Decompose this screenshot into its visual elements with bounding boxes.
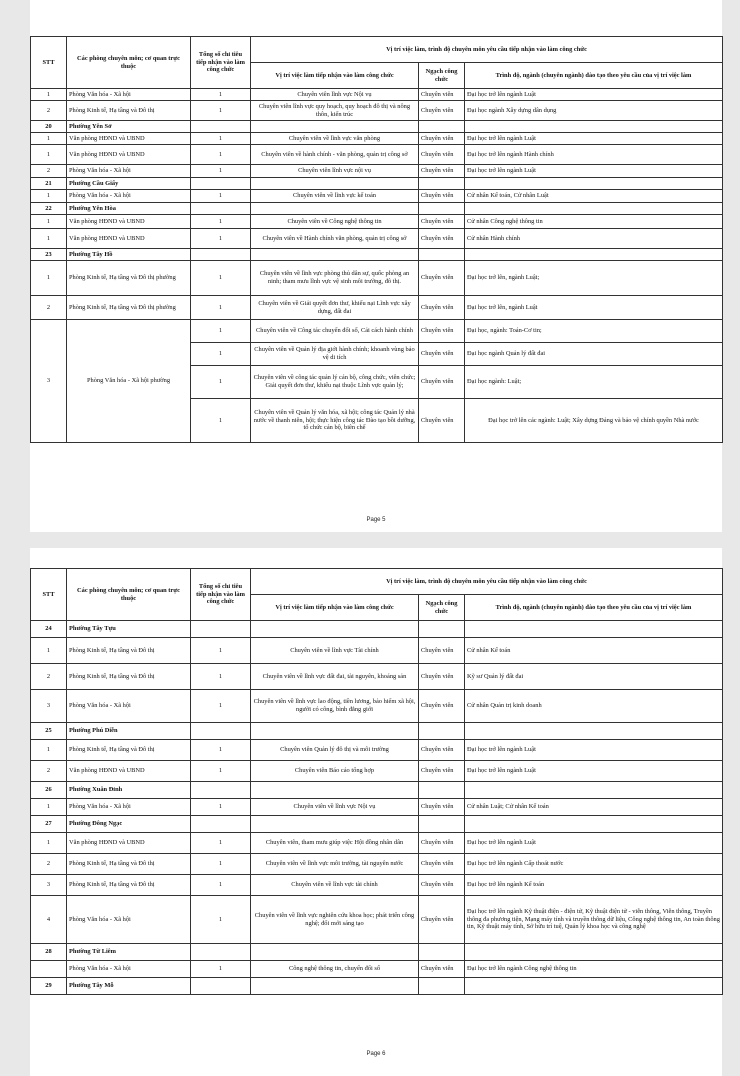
section-number: 26 — [31, 782, 67, 799]
table-row — [31, 165, 723, 178]
row-unit: Phòng Kinh tế, Hạ tầng và Đô thị — [67, 875, 191, 896]
row-stt: 1 — [31, 833, 67, 854]
row-quota: 1 — [191, 638, 251, 664]
row-position: Chuyên viên về Giải quyết đơn thư, khiếu nại Lĩnh vực xây dựng, đất đai — [251, 296, 419, 320]
row-degree: Cử nhân Hành chính — [465, 229, 723, 249]
row-degree: Kỹ sư Quản lý đất đai — [465, 664, 723, 690]
empty-cell — [465, 944, 723, 961]
row-stt: 1 — [31, 89, 67, 101]
row-quota: 1 — [191, 133, 251, 145]
empty-cell — [419, 203, 465, 215]
row-quota: 1 — [191, 664, 251, 690]
row-rank: Chuyên viên — [419, 215, 465, 229]
row-degree: Đại học, ngành: Toán-Cơ tin; — [465, 320, 723, 343]
row-quota: 1 — [191, 89, 251, 101]
header-group: Vị trí việc làm, trình độ chuyên môn yêu cầu tiếp nhận vào làm công chức — [251, 569, 723, 595]
section-row — [31, 782, 723, 799]
row-degree: Đại học ngành Xây dựng dân dụng — [465, 101, 723, 121]
row-quota: 1 — [191, 854, 251, 875]
row-position: Chuyên viên Quản lý đô thị và môi trường — [251, 740, 419, 761]
row-degree: Đại học trở lên ngành Cấp thoát nước — [465, 854, 723, 875]
header-position: Vị trí việc làm tiếp nhận vào làm công chức — [251, 63, 419, 89]
table-row — [31, 215, 723, 229]
row-rank: Chuyên viên — [419, 343, 465, 366]
row-degree: Cử nhân Kế toán — [465, 638, 723, 664]
row-position: Chuyên viên Báo cáo tổng hợp — [251, 761, 419, 782]
row-degree: Đại học trở lên ngành Kế toán — [465, 875, 723, 896]
row-stt: 1 — [31, 261, 67, 296]
section-row — [31, 621, 723, 638]
row-rank: Chuyên viên — [419, 896, 465, 944]
row-rank: Chuyên viên — [419, 690, 465, 723]
empty-cell — [251, 723, 419, 740]
row-rank: Chuyên viên — [419, 165, 465, 178]
row-stt: 2 — [31, 761, 67, 782]
empty-cell — [465, 782, 723, 799]
row-stt: 4 — [31, 896, 67, 944]
row-position: Chuyên viên về Công tác chuyển đổi số, Cải cách hành chính — [251, 320, 419, 343]
section-number: 24 — [31, 621, 67, 638]
empty-cell — [191, 723, 251, 740]
section-number: 28 — [31, 944, 67, 961]
table-row — [31, 740, 723, 761]
row-stt: 2 — [31, 165, 67, 178]
empty-cell — [191, 944, 251, 961]
section-ward-name: Phường Tây Hồ — [67, 249, 191, 261]
empty-cell — [419, 621, 465, 638]
empty-cell — [465, 121, 723, 133]
table-row — [31, 854, 723, 875]
row-position: Chuyên viên về Công nghệ thông tin — [251, 215, 419, 229]
section-ward-name: Phường Tây Tựu — [67, 621, 191, 638]
row-quota: 1 — [191, 740, 251, 761]
row-quota: 1 — [191, 190, 251, 203]
empty-cell — [191, 816, 251, 833]
empty-cell — [465, 621, 723, 638]
empty-cell — [419, 944, 465, 961]
section-number: 23 — [31, 249, 67, 261]
document-page-6 — [30, 548, 722, 1076]
document-page-5 — [30, 0, 722, 532]
row-unit: Văn phòng HĐND và UBND — [67, 215, 191, 229]
row-rank: Chuyên viên — [419, 638, 465, 664]
row-rank: Chuyên viên — [419, 101, 465, 121]
section-ward-name: Phường Phú Diễn — [67, 723, 191, 740]
row-unit: Phòng Văn hóa - Xã hội — [67, 190, 191, 203]
row-degree: Đại học ngành Quản lý đất đai — [465, 343, 723, 366]
section-ward-name: Phường Đông Ngạc — [67, 816, 191, 833]
row-rank: Chuyên viên — [419, 961, 465, 978]
row-stt: 2 — [31, 664, 67, 690]
row-quota: 1 — [191, 229, 251, 249]
empty-cell — [465, 816, 723, 833]
header-quota: Tổng số chỉ tiêu tiếp nhận vào làm công chức — [191, 569, 251, 621]
header-rank: Ngạch công chức — [419, 595, 465, 621]
row-position: Chuyên viên về lĩnh vực môi trường, tài nguyên nước — [251, 854, 419, 875]
empty-cell — [251, 249, 419, 261]
empty-cell — [251, 816, 419, 833]
row-rank: Chuyên viên — [419, 89, 465, 101]
empty-cell — [251, 121, 419, 133]
table-row — [31, 296, 723, 320]
empty-cell — [191, 121, 251, 133]
section-number: 27 — [31, 816, 67, 833]
row-degree: Đại học trở lên ngành Luật — [465, 833, 723, 854]
row-stt — [31, 961, 67, 978]
row-unit: Phòng Kinh tế, Hạ tầng và Đô thị — [67, 664, 191, 690]
row-unit: Phòng Văn hóa - Xã hội — [67, 690, 191, 723]
row-rank: Chuyên viên — [419, 875, 465, 896]
row-stt: 1 — [31, 133, 67, 145]
page-number: Page 6 — [366, 1051, 386, 1057]
row-position: Chuyên viên lĩnh vực quy hoạch, quy hoạch đô thị và nông thôn, kiến trúc — [251, 101, 419, 121]
section-number: 21 — [31, 178, 67, 190]
table-row — [31, 261, 723, 296]
header-degree: Trình độ, ngành (chuyên ngành) đào tạo theo yêu cầu của vị trí việc làm — [465, 63, 723, 89]
row-rank: Chuyên viên — [419, 740, 465, 761]
section-row — [31, 978, 723, 995]
section-row — [31, 944, 723, 961]
recruitment-table-page-6 — [30, 568, 723, 995]
row-unit: Phòng Kinh tế, Hạ tầng và Đô thị — [67, 854, 191, 875]
row-position: Chuyên viên về công tác quản lý cán bộ, công chức, viên chức; Giải quyết đơn thư, khiếu nại thuộc Lĩnh vực quản lý; — [251, 366, 419, 399]
row-unit: Văn phòng HĐND và UBND — [67, 761, 191, 782]
row-rank: Chuyên viên — [419, 399, 465, 443]
empty-cell — [465, 203, 723, 215]
row-unit: Phòng Kinh tế, Hạ tầng và Đô thị phường — [67, 296, 191, 320]
row-position: Chuyên viên về lĩnh vực tài chính — [251, 875, 419, 896]
row-quota: 1 — [191, 343, 251, 366]
row-unit: Phòng Văn hóa - Xã hội — [67, 165, 191, 178]
empty-cell — [251, 178, 419, 190]
table-row — [31, 761, 723, 782]
row-position: Chuyên viên về lĩnh vực phòng thủ dân sự, quốc phòng an ninh; tham mưu lĩnh vực vệ sinh môi trường, đô thị. — [251, 261, 419, 296]
row-stt: 3 — [31, 690, 67, 723]
row-quota: 1 — [191, 833, 251, 854]
row-degree: Đại học trở lên, ngành Luật; — [465, 261, 723, 296]
row-stt: 1 — [31, 190, 67, 203]
empty-cell — [465, 178, 723, 190]
table-body-page-6 — [31, 621, 723, 995]
row-stt: 3 — [31, 875, 67, 896]
row-rank: Chuyên viên — [419, 664, 465, 690]
row-unit: Phòng Văn hóa - Xã hội — [67, 799, 191, 816]
table-row — [31, 690, 723, 723]
row-rank: Chuyên viên — [419, 833, 465, 854]
row-quota: 1 — [191, 961, 251, 978]
table-row — [31, 133, 723, 145]
row-position: Công nghệ thông tin, chuyển đổi số — [251, 961, 419, 978]
table-row — [31, 896, 723, 944]
row-rank: Chuyên viên — [419, 133, 465, 145]
section-number: 29 — [31, 978, 67, 995]
empty-cell — [419, 121, 465, 133]
row-position: Chuyên viên về lĩnh vực nghiên cứu khoa học; phát triển công nghệ; đổi mới sáng tạo — [251, 896, 419, 944]
row-rank: Chuyên viên — [419, 799, 465, 816]
header-unit: Các phòng chuyên môn; cơ quan trực thuộc — [67, 37, 191, 89]
table-row — [31, 320, 723, 343]
table-row — [31, 833, 723, 854]
section-ward-name: Phường Yên Sở — [67, 121, 191, 133]
row-quota: 1 — [191, 799, 251, 816]
table-row — [31, 961, 723, 978]
empty-cell — [419, 178, 465, 190]
empty-cell — [191, 203, 251, 215]
section-ward-name: Phường Từ Liêm — [67, 944, 191, 961]
empty-cell — [465, 723, 723, 740]
table-row — [31, 89, 723, 101]
row-quota: 1 — [191, 145, 251, 165]
row-degree: Đại học trở lên ngành Luật — [465, 133, 723, 145]
row-position: Chuyên viên lĩnh vực Nội vụ — [251, 89, 419, 101]
row-unit: Văn phòng HĐND và UBND — [67, 145, 191, 165]
row-stt: 2 — [31, 854, 67, 875]
header-stt: STT — [31, 569, 67, 621]
table-row — [31, 799, 723, 816]
row-position: Chuyên viên về lĩnh vực Tài chính — [251, 638, 419, 664]
row-stt: 1 — [31, 638, 67, 664]
row-position: Chuyên viên về Quản lý văn hóa, xã hội; công tác Quản lý nhà nước về thanh niên, hội; thực hiện công tác Đào tạo bồi dưỡng, tổ chức cán bộ, biên chế — [251, 399, 419, 443]
header-unit: Các phòng chuyên môn; cơ quan trực thuộc — [67, 569, 191, 621]
row-position: Chuyên viên về lĩnh vực văn phòng — [251, 133, 419, 145]
row-unit: Phòng Văn hóa - Xã hội — [67, 961, 191, 978]
row-position: Chuyên viên về Hành chính văn phòng, quản trị công sở — [251, 229, 419, 249]
row-rank: Chuyên viên — [419, 761, 465, 782]
row-degree: Cử nhân Kế toán, Cử nhân Luật — [465, 190, 723, 203]
row-unit: Văn phòng HĐND và UBND — [67, 133, 191, 145]
row-position: Chuyên viên về lĩnh vực đất đai, tài nguyên, khoáng sản — [251, 664, 419, 690]
row-degree: Đại học trở lên ngành Luật — [465, 761, 723, 782]
section-row — [31, 249, 723, 261]
row-rank: Chuyên viên — [419, 320, 465, 343]
row-unit: Phòng Kinh tế, Hạ tầng và Đô thị phường — [67, 261, 191, 296]
row-stt: 1 — [31, 215, 67, 229]
empty-cell — [465, 978, 723, 995]
table-row — [31, 190, 723, 203]
empty-cell — [419, 723, 465, 740]
row-degree: Cử nhân Quản trị kinh doanh — [465, 690, 723, 723]
row-quota: 1 — [191, 101, 251, 121]
row-degree: Cử nhân Luật; Cử nhân Kế toán — [465, 799, 723, 816]
row-quota: 1 — [191, 875, 251, 896]
row-rank: Chuyên viên — [419, 229, 465, 249]
row-quota: 1 — [191, 366, 251, 399]
header-group: Vị trí việc làm, trình độ chuyên môn yêu cầu tiếp nhận vào làm công chức — [251, 37, 723, 63]
table-row — [31, 875, 723, 896]
row-rank: Chuyên viên — [419, 854, 465, 875]
row-position: Chuyên viên về Quản lý địa giới hành chính; khoanh vùng bảo vệ di tích — [251, 343, 419, 366]
empty-cell — [251, 621, 419, 638]
row-position: Chuyên viên về lĩnh vực kế toán — [251, 190, 419, 203]
row-rank: Chuyên viên — [419, 190, 465, 203]
row-unit: Phòng Kinh tế, Hạ tầng và Đô thị — [67, 101, 191, 121]
section-row — [31, 121, 723, 133]
row-quota: 1 — [191, 261, 251, 296]
row-unit: Văn phòng HĐND và UBND — [67, 833, 191, 854]
row-degree: Đại học ngành: Luật; — [465, 366, 723, 399]
empty-cell — [419, 816, 465, 833]
empty-cell — [419, 978, 465, 995]
row-unit: Phòng Kinh tế, Hạ tầng và Đô thị — [67, 740, 191, 761]
row-rank: Chuyên viên — [419, 296, 465, 320]
empty-cell — [251, 978, 419, 995]
section-row — [31, 723, 723, 740]
header-position: Vị trí việc làm tiếp nhận vào làm công chức — [251, 595, 419, 621]
table-row — [31, 229, 723, 249]
row-degree: Đại học trở lên ngành Luật — [465, 89, 723, 101]
row-stt: 1 — [31, 145, 67, 165]
row-quota: 1 — [191, 320, 251, 343]
header-quota: Tổng số chỉ tiêu tiếp nhận vào làm công chức — [191, 37, 251, 89]
empty-cell — [191, 978, 251, 995]
row-stt: 1 — [31, 229, 67, 249]
table-row — [31, 664, 723, 690]
table-row — [31, 145, 723, 165]
table-body-page-5 — [31, 89, 723, 443]
section-number: 25 — [31, 723, 67, 740]
section-row — [31, 816, 723, 833]
row-quota: 1 — [191, 215, 251, 229]
row-unit: Phòng Văn hóa - Xã hội — [67, 896, 191, 944]
empty-cell — [191, 178, 251, 190]
header-degree: Trình độ, ngành (chuyên ngành) đào tạo theo yêu cầu của vị trí việc làm — [465, 595, 723, 621]
empty-cell — [191, 782, 251, 799]
row-position: Chuyên viên về lĩnh vực Nội vụ — [251, 799, 419, 816]
section-ward-name: Phường Xuân Đỉnh — [67, 782, 191, 799]
row-degree: Đại học trở lên ngành Kỹ thuật điện - điện tử, Kỹ thuật điện tử - viễn thông, Viễn thông, Truyền thông đa phương tiện, Mạng máy tính và truyền thông dữ liệu, Công nghệ thông tin, An toàn thông tin, Kỹ thuật máy tính, Sở hữu trí tuệ, Quản lý khoa học và công nghệ — [465, 896, 723, 944]
row-degree: Đại học trở lên các ngành: Luật; Xây dựng Đảng và bảo vệ chính quyền Nhà nước — [465, 399, 723, 443]
row-stt: 1 — [31, 799, 67, 816]
row-rank: Chuyên viên — [419, 145, 465, 165]
row-quota: 1 — [191, 761, 251, 782]
empty-cell — [465, 249, 723, 261]
recruitment-table-page-5 — [30, 36, 723, 443]
section-ward-name: Phường Cầu Giấy — [67, 178, 191, 190]
row-quota: 1 — [191, 165, 251, 178]
row-rank: Chuyên viên — [419, 366, 465, 399]
row-position: Chuyên viên về hành chính - văn phòng, quản trị công sở — [251, 145, 419, 165]
row-quota: 1 — [191, 399, 251, 443]
empty-cell — [251, 203, 419, 215]
empty-cell — [191, 621, 251, 638]
row-unit: Văn phòng HĐND và UBND — [67, 229, 191, 249]
row-degree: Đại học trở lên ngành Công nghệ thông tin — [465, 961, 723, 978]
section-ward-name: Phường Yên Hòa — [67, 203, 191, 215]
empty-cell — [419, 249, 465, 261]
row-quota: 1 — [191, 296, 251, 320]
row-position: Chuyên viên, tham mưu giúp việc Hội đồng nhân dân — [251, 833, 419, 854]
header-rank: Ngạch công chức — [419, 63, 465, 89]
row-stt: 3 — [31, 320, 67, 443]
row-stt: 1 — [31, 740, 67, 761]
table-row — [31, 101, 723, 121]
section-number: 22 — [31, 203, 67, 215]
row-stt: 2 — [31, 296, 67, 320]
empty-cell — [191, 249, 251, 261]
row-degree: Đại học trở lên, ngành Luật — [465, 296, 723, 320]
section-row — [31, 203, 723, 215]
page-number: Page 5 — [366, 517, 386, 523]
empty-cell — [419, 782, 465, 799]
row-unit: Phòng Văn hóa - Xã hội phường — [67, 320, 191, 443]
row-quota: 1 — [191, 690, 251, 723]
row-unit: Phòng Văn hóa - Xã hội — [67, 89, 191, 101]
row-degree: Cử nhân Công nghệ thông tin — [465, 215, 723, 229]
section-number: 20 — [31, 121, 67, 133]
table-row — [31, 638, 723, 664]
row-degree: Đại học trở lên ngành Luật — [465, 165, 723, 178]
row-rank: Chuyên viên — [419, 261, 465, 296]
row-degree: Đại học trở lên ngành Luật — [465, 740, 723, 761]
row-degree: Đại học trở lên ngành Hành chính — [465, 145, 723, 165]
section-row — [31, 178, 723, 190]
row-position: Chuyên viên về lĩnh vực lao động, tiền lương, bảo hiểm xã hội, người có công, bình đẳng giới — [251, 690, 419, 723]
row-position: Chuyên viên lĩnh vực nội vụ — [251, 165, 419, 178]
row-unit: Phòng Kinh tế, Hạ tầng và Đô thị — [67, 638, 191, 664]
section-ward-name: Phường Tây Mỗ — [67, 978, 191, 995]
empty-cell — [251, 944, 419, 961]
row-stt: 2 — [31, 101, 67, 121]
empty-cell — [251, 782, 419, 799]
row-quota: 1 — [191, 896, 251, 944]
header-stt: STT — [31, 37, 67, 89]
